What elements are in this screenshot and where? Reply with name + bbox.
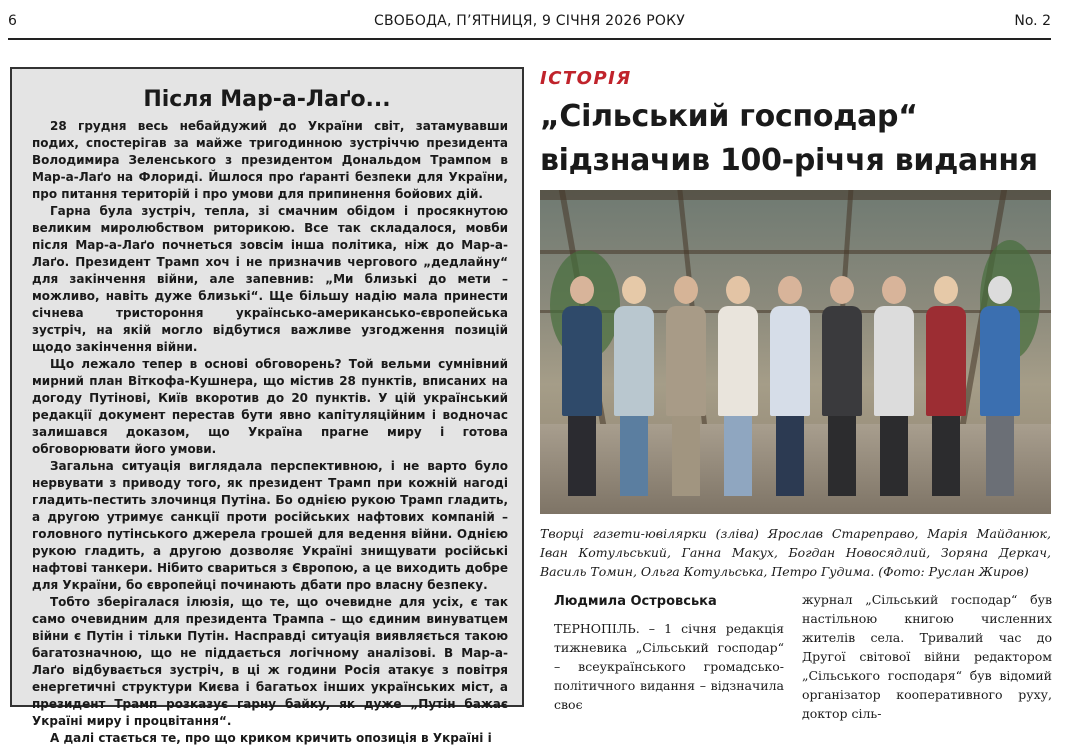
article-column-1 [554,592,784,714]
editorial-body [12,118,522,747]
editorial-paragraph: А далі стається те, про що криком кричить опозиція в Україні і [50,731,492,745]
feature-article [540,60,1055,721]
page-header [8,8,1051,40]
editorial-paragraph: Що лежало тепер в основі обговорень? Той вельми сумнівний мирний план Віткофа-Кушнера, що містив 28 пунктів, вписаних на догоду Путінові, Київ вкоротив до 20 пунктів. У цій український редакції документ перестав бути явно капітуляційним і водночас залишався доказом, що Україна прагне миру і готова обговорювати його умови. [32,357,508,456]
editorial-paragraph: 28 грудня весь небайдужий до України світ, затамувавши подих, спостерігав за майже тригодинною зустріччю президента Володимира Зеленського з президентом Дональдом Трампом в Мар-а-Лаґо на Флориді. Йшлося про ґаранті безпеки для України, про питання територій і про умови для припинення бойових дій. [32,119,508,201]
editorial-title: Після Мар-а-Лаґо... [143,87,391,112]
page-number: 6 [8,13,17,29]
section-kicker: ІСТОРІЯ [540,68,632,89]
article-column-2 [802,590,1052,723]
photo-caption: Творці газети-ювілярки (зліва) Ярослав Стареправо, Марія Майданюк, Іван Котульський, Ганна Макух, Богдан Новосядлий, Зоряна Деркач, Василь Томин, Ольга Котульська, Петро Гудима. (Фото: Руслан Жиров) [540,526,1051,579]
editorial-box [10,67,524,745]
masthead: СВОБОДА, П’ЯТНИЦЯ, 9 СІЧНЯ 2026 РОКУ [374,13,685,29]
issue-number: No. 2 [1014,13,1051,29]
article-headline: „Сільський господар“ відзначив 100-річчя видання [540,99,1038,178]
group-photo [540,190,1051,514]
article-text: журнал „Сільський господар“ був настільною книгою численних жителів села. Тривалий час до Другої світової війни редактором „Сільського господаря“ був відомий організатор кооперативного руху, доктор сіль- [802,592,1052,721]
article-text: ТЕРНОПІЛЬ. – 1 січня редакція тижневика „Сільський господар“ – всеукраїнського громадсько-політичного видання – відзначила своє [554,621,784,712]
article-author: Людмила Островська [554,594,717,609]
editorial-paragraph: Гарна була зустріч, тепла, зі смачним обідом і просякнутою великим миролюбством риторикою. Все так складалося, мовби після Мар-а-Лаґо почнеться зовсім інша політика, ніж до Мар-а-Лаґо. Президент Трамп хоч і не призначив чергового „дедлайну“ для закінчення війни, але запевнив: „Ми близькі до мети – можливо, навіть дуже близькі“. Ще більшу надію мала принести січнева тристороння українсько-американсько-європейська зустріч, на якій могло відбутися важливе узгодження позицій щодо закінчення війни. [32,204,508,354]
editorial-paragraph: Загальна ситуація виглядала перспективною, і не варто було нервувати з приводу того, як президент Трамп при кожній нагоді гладить-пестить злочинця Путіна. Бо однією рукою Трамп гладить, а другою утримує санкції проти російських нафтових компаній – головного путінського джерела грошей для ведення війни. Однією рукою гладить, а другою дозволяє Україні знищувати російські нафтові танкери. Нібито свариться з Європою, а це виходить добре для України, бо європейці починають дбати про власну безпеку. [32,459,508,592]
editorial-paragraph: Тобто зберігалася ілюзія, що те, що очевидне для усіх, є так само очевидним для президента Трампа – що єдиним винуватцем війни є Путін і тільки Путін. Насправді ситуація виявляється такою багатозначною, що не піддається логічному аналізові. В Мар-а-Лаґо відбувається зустріч, в ці ж години Росія атакує з повітря енергетичні структури Києва і багатьох інших українських міст, а президент Трамп розказує гарну байку, як дуже „Путін бажає Україні миру і процвітання“. [32,595,508,728]
